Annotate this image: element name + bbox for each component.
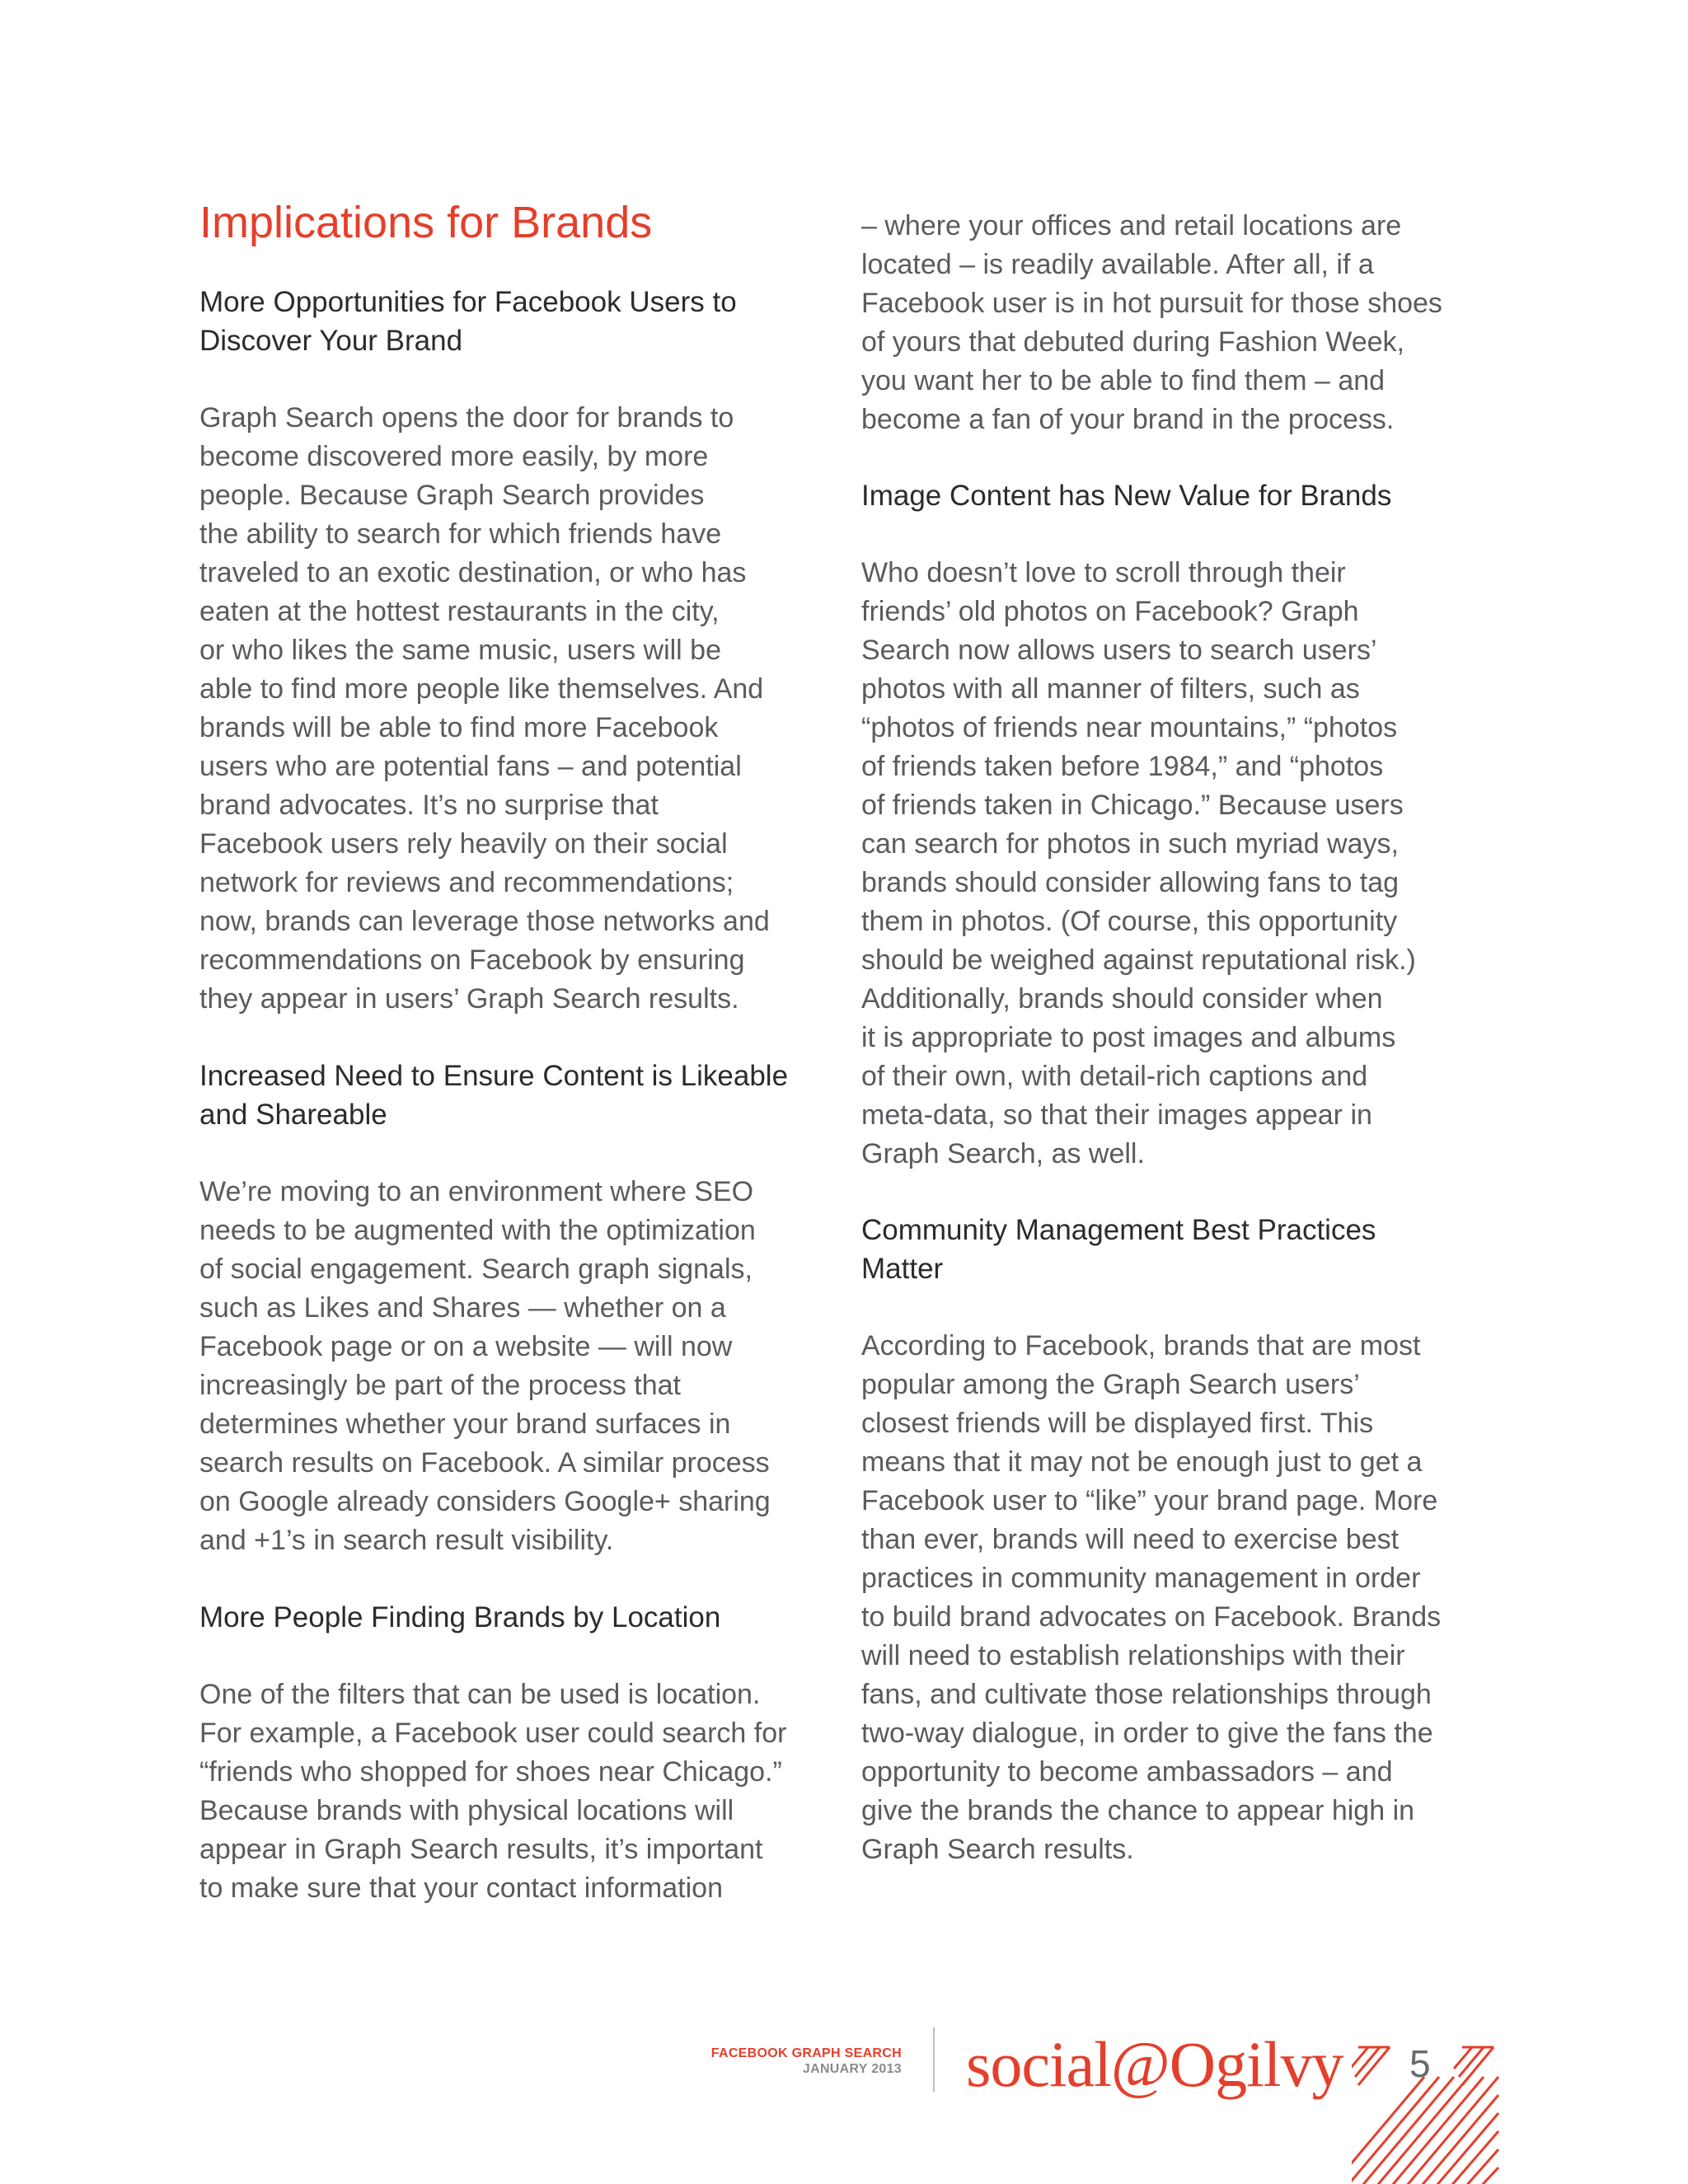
- text-line: opportunity to become ambassadors – and: [861, 1756, 1393, 1788]
- page-number: 5: [1409, 2042, 1431, 2085]
- section-location-body: [199, 1675, 834, 1908]
- text-line: determines whether your brand surfaces in: [199, 1408, 731, 1440]
- text-line: of friends taken before 1984,” and “photos: [861, 751, 1384, 782]
- text-line: popular among the Graph Search users’: [861, 1369, 1360, 1400]
- text-line: We’re moving to an environment where SEO: [199, 1176, 754, 1207]
- text-line: Discover Your Brand: [199, 325, 463, 357]
- text-line: practices in community management in order: [861, 1563, 1421, 1594]
- section-likeable-content: [199, 1057, 834, 1134]
- text-line: appear in Graph Search results, it’s important: [199, 1834, 763, 1865]
- text-line: increasingly be part of the process that: [199, 1370, 681, 1401]
- text-line: search results on Facebook. A similar process: [199, 1447, 770, 1479]
- text-line: Graph Search opens the door for brands to: [199, 402, 734, 434]
- text-line: Search now allows users to search users’: [861, 635, 1377, 666]
- text-line: users who are potential fans – and potential: [199, 751, 742, 782]
- footer-divider: [933, 2027, 935, 2092]
- section-discover-brand: [199, 283, 834, 360]
- text-line: able to find more people like themselves. And: [199, 673, 764, 705]
- section-paragraph: [199, 399, 834, 1019]
- text-line: recommendations on Facebook by ensuring: [199, 944, 745, 976]
- text-line: For example, a Facebook user could search for: [199, 1718, 787, 1749]
- text-line: Increased Need to Ensure Content is Likeable: [199, 1060, 789, 1092]
- text-line: located – is readily available. After all, if a: [861, 249, 1374, 280]
- text-line: One of the filters that can be used is location.: [199, 1679, 761, 1710]
- text-line: of their own, with detail-rich captions and: [861, 1061, 1368, 1092]
- section-paragraph: [861, 1327, 1496, 1869]
- text-line: of social engagement. Search graph signals,: [199, 1254, 753, 1285]
- text-line: network for reviews and recommendations;: [199, 867, 734, 898]
- text-line: needs to be augmented with the optimization: [199, 1215, 756, 1246]
- text-line: “friends who shopped for shoes near Chicago.”: [199, 1756, 782, 1788]
- text-line: become discovered more easily, by more: [199, 441, 709, 472]
- text-line: means that it may not be enough just to get a: [861, 1446, 1423, 1478]
- brand-logo: social@Ogilvy: [966, 2028, 1343, 2100]
- section-heading: [861, 476, 1496, 515]
- section-image-content-body: [861, 554, 1496, 1174]
- section-likeable-content-body: [199, 1173, 834, 1560]
- text-line: Community Management Best Practices: [861, 1214, 1376, 1246]
- text-line: Matter: [861, 1253, 944, 1285]
- text-line: photos with all manner of filters, such as: [861, 673, 1360, 705]
- text-line: brands will be able to find more Facebook: [199, 712, 719, 743]
- text-line: Image Content has New Value for Brands: [861, 480, 1392, 512]
- text-line: Facebook page or on a website — will now: [199, 1331, 733, 1362]
- text-line: now, brands can leverage those networks and: [199, 906, 770, 937]
- text-line: they appear in users’ Graph Search results.: [199, 983, 739, 1015]
- page-title: Implications for Brands: [199, 198, 653, 247]
- text-line: than ever, brands will need to exercise best: [861, 1524, 1400, 1555]
- text-line: More People Finding Brands by Location: [199, 1601, 721, 1633]
- report-date: JANUARY 2013: [802, 2062, 902, 2076]
- text-line: people. Because Graph Search provides: [199, 480, 705, 511]
- text-line: such as Likes and Shares — whether on a: [199, 1292, 726, 1324]
- text-line: Because brands with physical locations will: [199, 1795, 734, 1826]
- section-paragraph: [199, 1173, 834, 1560]
- section-heading: [199, 1057, 834, 1134]
- text-line: friends’ old photos on Facebook? Graph: [861, 596, 1359, 627]
- text-line: will need to establish relationships with their: [861, 1640, 1405, 1671]
- text-line: traveled to an exotic destination, or who has: [199, 557, 747, 588]
- text-line: you want her to be able to find them – and: [861, 365, 1386, 396]
- text-line: become a fan of your brand in the process.: [861, 404, 1395, 435]
- text-line: Facebook users rely heavily on their social: [199, 828, 728, 860]
- continuation-paragraph: [861, 207, 1496, 439]
- text-line: of yours that debuted during Fashion Week,: [861, 326, 1404, 358]
- text-line: and +1’s in search result visibility.: [199, 1525, 614, 1556]
- text-line: or who likes the same music, users will be: [199, 635, 722, 666]
- text-line: Who doesn’t love to scroll through their: [861, 557, 1346, 588]
- section-heading: [199, 1598, 834, 1637]
- text-line: give the brands the chance to appear high in: [861, 1795, 1415, 1826]
- section-community-management: [861, 1211, 1496, 1288]
- text-line: and Shareable: [199, 1099, 387, 1131]
- text-line: fans, and cultivate those relationships through: [861, 1679, 1432, 1710]
- page-footer: [0, 2011, 1688, 2184]
- text-line: closest friends will be displayed first. This: [861, 1408, 1374, 1439]
- text-line: Facebook user is in hot pursuit for those shoes: [861, 288, 1442, 319]
- section-paragraph: [861, 207, 1496, 439]
- text-line: Graph Search, as well.: [861, 1138, 1145, 1169]
- text-line: the ability to search for which friends have: [199, 518, 722, 550]
- text-line: “photos of friends near mountains,” “photos: [861, 712, 1398, 743]
- text-line: on Google already considers Google+ sharing: [199, 1486, 771, 1517]
- section-paragraph: [199, 1675, 834, 1908]
- text-line: can search for photos in such myriad ways,: [861, 828, 1399, 860]
- section-community-management-body: [861, 1327, 1496, 1869]
- text-line: two-way dialogue, in order to give the fans the: [861, 1718, 1433, 1749]
- report-name: FACEBOOK GRAPH SEARCH: [710, 2046, 902, 2060]
- text-line: of friends taken in Chicago.” Because users: [861, 790, 1404, 821]
- text-line: eaten at the hottest restaurants in the city,: [199, 596, 720, 627]
- section-location: [199, 1598, 834, 1637]
- text-line: More Opportunities for Facebook Users to: [199, 286, 737, 318]
- text-line: it is appropriate to post images and albums: [861, 1022, 1396, 1053]
- section-discover-brand-body: [199, 399, 834, 1019]
- text-line: to make sure that your contact information: [199, 1872, 723, 1904]
- section-image-content: [861, 476, 1496, 515]
- text-line: to build brand advocates on Facebook. Brands: [861, 1601, 1442, 1633]
- text-line: them in photos. (Of course, this opportunity: [861, 906, 1398, 937]
- text-line: – where your offices and retail locations are: [861, 210, 1402, 241]
- text-line: Additionally, brands should consider when: [861, 983, 1383, 1015]
- text-line: brand advocates. It’s no surprise that: [199, 790, 659, 821]
- text-line: According to Facebook, brands that are most: [861, 1330, 1421, 1361]
- text-line: should be weighed against reputational risk.): [861, 944, 1416, 976]
- text-line: Facebook user to “like” your brand page. More: [861, 1485, 1438, 1516]
- section-heading: [199, 283, 834, 360]
- text-line: meta-data, so that their images appear in: [861, 1099, 1372, 1131]
- section-heading: [861, 1211, 1496, 1288]
- report-info: [711, 2046, 902, 2077]
- section-paragraph: [861, 554, 1496, 1174]
- text-line: brands should consider allowing fans to tag: [861, 867, 1400, 898]
- text-line: Graph Search results.: [861, 1834, 1134, 1865]
